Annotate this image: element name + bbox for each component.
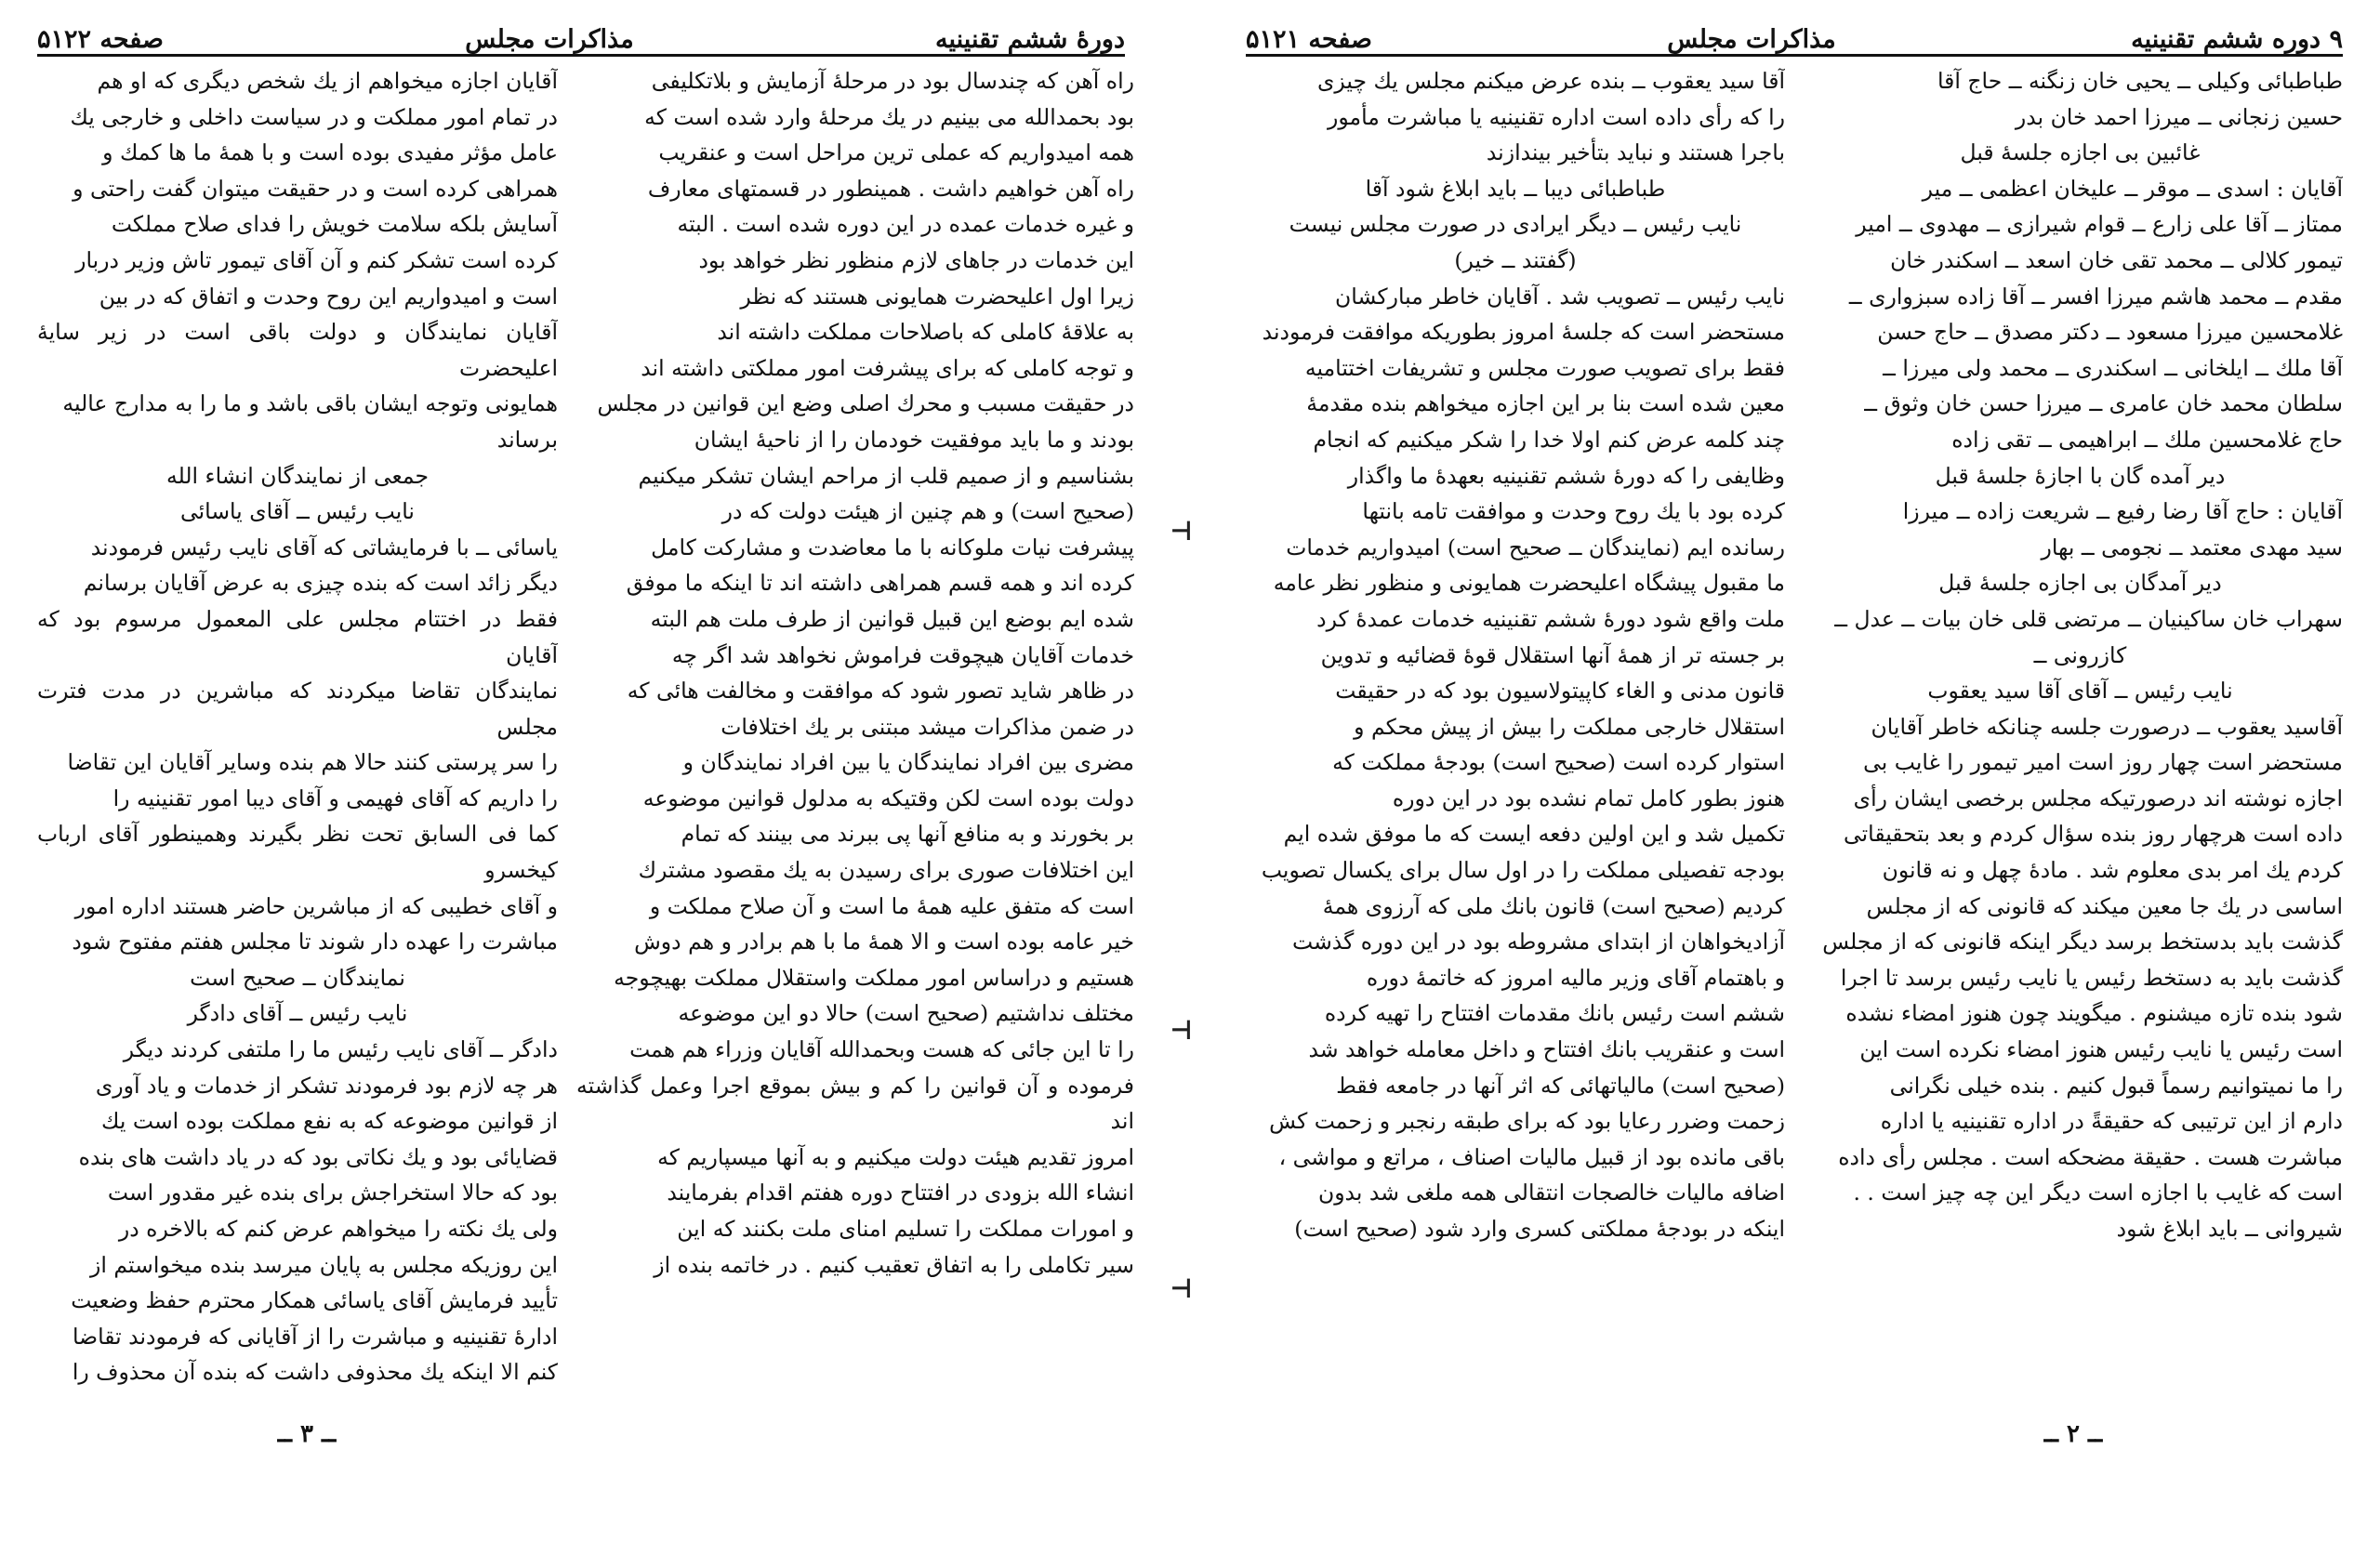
text-line: همه امیدواریم که عملی ترین مراحل است و عنقریب <box>658 139 1134 166</box>
text-line: هستیم و دراساس امور مملکت واستقلال مملکت بهیچوجه <box>614 964 1134 991</box>
text-line: شده ایم بوضع این قبیل قوانین از طرف ملت هم البته <box>650 605 1134 632</box>
text-line: است و عنقریب بانك افتتاح و داخل معامله خواهد شد <box>1308 1036 1785 1063</box>
text-line: نمایندگان تقاضا میکردند که مباشرین در مدت فترت مجلس <box>37 678 558 740</box>
right-page-column-right <box>1818 63 2343 1439</box>
right-page-number: صفحه ۵۱۲۱ <box>1246 25 1372 54</box>
text-line: را داریم که آقای فهیمی و آقای دیبا امور تقنینیه را <box>112 784 558 811</box>
text-line: در حقیقت مسبب و محرك اصلی وضع این قوانین در مجلس <box>597 390 1134 417</box>
text-line: (صحیح است) و هم چنین از هیئت دولت که در <box>721 498 1134 525</box>
text-line: فقط در اختتام مجلس علی المعمول مرسوم بود که آقایان <box>37 605 558 668</box>
text-line: را تا این جائی که هست وبحمدالله آقایان وزراء هم همت <box>629 1036 1134 1063</box>
left-page <box>0 0 1162 1555</box>
text-line: استوار کرده است (صحیح است) بودجهٔ مملکت که <box>1332 749 1785 776</box>
text-line: عامل مؤثر مفیدی بوده است و با همهٔ ما ها کمك و <box>102 139 558 166</box>
text-line: مباشرت را عهده دار شوند تا مجلس هفتم مفتوح شود <box>72 929 558 955</box>
text-line: رسانده ایم (نمایندگان ــ صحیح است) امیدواریم خدمات <box>1286 534 1785 560</box>
text-line: غلامحسین میرزا مسعود ــ دکتر مصدق ــ حاج حسن <box>1877 319 2343 346</box>
left-page-title: مذاکرات مجلس <box>465 25 634 54</box>
text-line: دولت بوده است لکن وقتیکه به مدلول قوانین موضوعه <box>642 784 1134 811</box>
left-page-footer: ــ ۳ ــ <box>277 1420 337 1448</box>
text-line: کرده است تشکر کنم و آن آقای تیمور تاش وزیر دربار <box>75 246 558 273</box>
text-line: ولی یك نکته را میخواهم عرض کنم که بالاخره در <box>118 1216 558 1242</box>
text-line: بودند و ما باید موفقیت خودمان را از ناحیهٔ ایشان <box>694 426 1134 453</box>
text-line: سلطان محمد خان عامری ــ میرزا حسن خان وثوق ــ <box>1864 390 2343 417</box>
text-line: ششم است رئیس بانك مقدمات افتتاح را تهیه کرده <box>1324 1000 1785 1027</box>
text-line: کرده اند و همه قسم همراهی داشته اند تا اینکه ما موفق <box>626 570 1134 597</box>
text-line: گذشت باید به دستخط رئیس یا نایب رئیس برسد تا اجرا <box>1840 964 2343 991</box>
text-line: اساسی در یك جا معین میکند که قانونی که از مجلس <box>1866 892 2343 919</box>
text-line: ما مقبول پیشگاه اعلیحضرت همایونی و منظور نظر عامه <box>1273 570 1785 597</box>
text-line: در تمام امور مملکت و در سیاست داخلی و خارجی یك <box>70 103 558 130</box>
text-line: تکمیل شد و این اولین دفعه ایست که ما موفق شده ایم <box>1283 821 1785 848</box>
text-line: قضایائی بود و یك نکاتی بود که در یاد داشت های بنده <box>78 1143 558 1170</box>
text-line: است که متفق علیه همهٔ ما است و آن صلاح مملکت و <box>649 892 1134 919</box>
text-line: بود بحمدالله می بینیم در یك مرحلهٔ وارد شده است که <box>644 103 1134 130</box>
text-line: اضافه مالیات خالصجات انتقالی همه ملغی شد بدون <box>1317 1179 1785 1206</box>
text-line: فقط برای تصویب صورت مجلس و تشریفات اختتامیه <box>1304 354 1785 381</box>
text-line: آقاسید یعقوب ــ درصورت جلسه چنانکه خاطر آقایان <box>1871 713 2343 740</box>
left-page-session: دورهٔ ششم تقنینیه <box>935 25 1125 54</box>
text-line: دادگر ــ آقای نایب رئیس ما را ملتفی کردند دیگر <box>123 1036 558 1063</box>
text-line: مستحضر است چهار روز است امیر تیمور را غایب بی <box>1863 749 2343 776</box>
text-line: را که رأی داده است اداره تقنینیه یا مباشرت مأمور <box>1328 103 1785 130</box>
text-line: بود که حالا استخراجش برای بنده غیر مقدور است <box>107 1179 558 1206</box>
speaker-heading: دیر آمده گان با اجازهٔ جلسهٔ قبل <box>1935 462 2226 489</box>
text-line: راه آهن خواهیم داشت . همینطور در قسمتهای معارف <box>647 175 1134 202</box>
text-line: به علاقهٔ کاملی که باصلاحات مملکت داشته اند <box>717 319 1134 346</box>
text-line: یاسائی ــ با فرمایشاتی که آقای نایب رئیس فرمودند <box>90 534 558 560</box>
text-line: فرموده و آن قوانین را کم و بیش بموقع اجرا وعمل گذاشته اند <box>576 1072 1134 1135</box>
text-line: این اختلافات صوری برای رسیدن به یك مقصود مشترك <box>638 857 1134 884</box>
text-line: اجازه نوشته اند درصورتیکه مجلس برخصی ایشان رأی <box>1853 784 2343 811</box>
right-page-title: مذاکرات مجلس <box>1667 25 1836 54</box>
left-page-column-left <box>37 63 558 1439</box>
text-line: بر جسته تر از همهٔ آنها استقلال قوهٔ قضائیه و تدوین <box>1320 641 1785 668</box>
speaker-heading: طباطبائی دیبا ــ باید ابلاغ شود آقا <box>1365 175 1666 202</box>
right-page <box>1209 0 2380 1555</box>
text-line: است و امیدواریم این روح وحدت و اتفاق که در بین <box>99 283 558 310</box>
left-page-column-right <box>576 63 1134 1439</box>
gutter-mark: ⊣ <box>1170 1015 1193 1046</box>
right-page-header <box>1246 13 2343 57</box>
text-line: آقا سید یعقوب ــ بنده عرض میکنم مجلس یك چیزی <box>1317 68 1785 94</box>
speaker-heading: دیر آمدگان بی اجازه جلسهٔ قبل <box>1938 570 2222 597</box>
text-line: حاج غلامحسین ملك ــ ابراهیمی ــ تقی زاده <box>1951 426 2343 453</box>
text-line: این روزیکه مجلس به پایان میرسد بنده میخواستم از <box>90 1251 558 1278</box>
text-line: تیمور کلالی ــ محمد تقی خان اسعد ــ اسکندر خان <box>1890 246 2343 273</box>
text-line: مقدم ــ محمد هاشم میرزا افسر ــ آقا زاده سبزواری ــ <box>1848 283 2343 310</box>
text-line: آقایان نمایندگان و دولت باقی است در زیر سایهٔ اعلیحضرت <box>37 319 558 381</box>
speaker-heading: (گفتند ــ خیر) <box>1454 246 1577 273</box>
text-line: انشاء الله بزودی در افتتاح دوره هفتم اقدام بفرمایند <box>667 1179 1134 1206</box>
speaker-heading: نایب رئیس ــ آقای یاسائی <box>180 498 415 525</box>
text-line: زحمت وضرر رعایا بود که برای طبقه رنجبر و زحمت کش <box>1269 1108 1785 1135</box>
text-line: راه آهن که چندسال بود در مرحلهٔ آزمایش و بلاتکلیفی <box>651 68 1134 94</box>
text-line: استقلال خارجی مملکت را بیش از پیش محکم و <box>1354 713 1785 740</box>
text-line: بر بخورند و به منافع آنها پی ببرند می بینند که تمام <box>681 821 1134 848</box>
text-line: مضری بین افراد نمایندگان یا بین افراد نمایندگان و <box>682 749 1134 776</box>
speaker-heading: کازرونی ــ <box>2033 641 2127 668</box>
left-page-number: صفحه ۵۱۲۲ <box>37 25 164 54</box>
text-line: است رئیس یا نایب رئیس هنوز امضاء نکرده است این <box>1859 1036 2343 1063</box>
text-line: قانون مدنی و الغاء کاپیتولاسیون بود که در حقیقت <box>1335 678 1785 705</box>
text-line: مباشرت هست . حقیقة مضحکه است . مجلس رأی داده <box>1838 1143 2343 1170</box>
text-line: خدمات آقایان هیچوقت فراموش نخواهد شد اگر چه <box>671 641 1134 668</box>
text-line: کنم الا اینکه یك محذوفی داشت که بنده آن محذوف را <box>72 1359 558 1386</box>
text-line: شیروانی ــ باید ابلاغ شود <box>2116 1216 2343 1242</box>
text-line: ادارهٔ تقنینیه و مباشرت را از آقایانی که فرمودند تقاضا <box>72 1323 558 1350</box>
speaker-heading: جمعی از نمایندگان انشاء الله <box>166 462 429 489</box>
text-line: دیگر زائد است که بنده چیزی به عرض آقایان برسانم <box>83 570 558 597</box>
text-line: (صحیح است) مالیاتهائی که اثر آنها در جامعه فقط <box>1336 1072 1785 1099</box>
right-page-column-left <box>1246 63 1785 1439</box>
text-line: همایونی وتوجه ایشان باقی باشد و ما را به مدارج عالیه <box>62 390 558 417</box>
text-line: برساند <box>496 426 558 453</box>
text-line: در ضمن مذاکرات میشد مبتنی بر یك اختلافات <box>721 713 1134 740</box>
text-line: کما فی السابق تحت نظر بگیرند وهمینطور آقای ارباب کیخسرو <box>37 821 558 884</box>
text-line: چند کلمه عرض کنم اولا خدا را شکر میکنیم که انجام <box>1313 426 1785 453</box>
right-page-footer: ــ ۲ ــ <box>2043 1420 2103 1448</box>
text-line: سیر تکاملی را به اتفاق تعقیب کنیم . در خاتمه بنده از <box>654 1251 1134 1278</box>
text-line: بشناسیم و از صمیم قلب از مراحم ایشان تشکر میکنیم <box>638 462 1134 489</box>
text-line: آقایان : اسدی ــ موقر ــ علیخان اعظمی ــ میر <box>1922 175 2343 202</box>
speaker-heading: نایب رئیس ــ دیگر ایرادی در صورت مجلس نیست <box>1289 211 1742 238</box>
text-line: آقا ملك ــ ایلخانی ــ اسکندری ــ محمد ولی میرزا ــ <box>1883 354 2343 381</box>
right-page-session: ٩ دوره ششم تقنینیه <box>2131 25 2343 54</box>
text-line: همراهی کرده است و در حقیقت میتوان گفت راحتی و <box>73 175 558 202</box>
text-line: است که غایب با اجازه است دیگر این چه چیز است . . <box>1853 1179 2343 1206</box>
text-line: کردیم (صحیح است) قانون بانك ملی که آرزوی همهٔ <box>1322 892 1785 919</box>
text-line: و امورات مملکت را تسلیم امنای ملت بکنند که این <box>677 1216 1134 1242</box>
text-line: کرده بود با یك روح وحدت و موافقت تامه بانتها <box>1362 498 1785 525</box>
text-line: ملت واقع شود دورهٔ ششم تقنینیه خدمات عمدهٔ کرد <box>1316 605 1785 632</box>
speaker-heading: غائبین بی اجازه جلسهٔ قبل <box>1960 139 2201 166</box>
speaker-heading: نایب رئیس ــ آقای آقا سید یعقوب <box>1927 678 2233 705</box>
text-line: امروز تقدیم هیئت دولت میکنیم و به آنها میسپاریم که <box>657 1143 1134 1170</box>
text-line: دارم از این ترتیبی که حقیقةً در اداره تقنینیه یا اداره <box>1880 1108 2343 1135</box>
text-line: و غیره خدمات عمده در این دوره شده است . البته <box>677 211 1134 238</box>
text-line: را سر پرستی کنند حالا هم بنده وسایر آقایان این تقاضا <box>67 749 558 776</box>
text-line: و توجه کاملی که برای پیشرفت امور مملکتی داشته اند <box>641 354 1134 381</box>
text-line: مستحضر است که جلسهٔ امروز بطوریکه موافقت فرمودند <box>1262 319 1785 346</box>
text-line: تأیید فرمایش آقای یاسائی همکار محترم حفظ وضعیت <box>71 1287 558 1314</box>
text-line: نایب رئیس ــ تصویب شد . آقایان خاطر مبارکشان <box>1335 283 1785 310</box>
text-line: خیر عامه بوده است و الا همهٔ ما با هم برادر و هم دوش <box>634 929 1134 955</box>
text-line: از قوانین موضوعه که به نفع مملکت بوده است یك <box>101 1108 558 1135</box>
text-line: داده است هرچهار روز بنده سؤال کردم و بعد بتحقیقاتی <box>1844 821 2343 848</box>
gutter-mark: ⊣ <box>1170 1273 1193 1304</box>
text-line: اینکه در بودجهٔ مملکتی کسری وارد شود (صحیح است) <box>1294 1216 1785 1242</box>
gutter-mark: ⊣ <box>1170 516 1193 547</box>
text-line: گذشت باید بدستخط برسد دیگر اینکه قانونی که از مجلس <box>1822 929 2343 955</box>
text-line: مختلف نداشتیم (صحیح است) حالا دو این موضوعه <box>678 1000 1134 1027</box>
speaker-heading: نایب رئیس ــ آقای دادگر <box>187 1000 408 1027</box>
text-line: معین شده است بنا بر این اجازه میخواهم بنده مقدمهٔ <box>1306 390 1785 417</box>
text-line: و آقای خطیبی که از مباشرین حاضر هستند اداره امور <box>74 892 558 919</box>
left-page-header <box>37 13 1125 57</box>
text-line: کردم یك امر بدی معلوم شد . مادهٔ چهل و نه قانون <box>1882 857 2343 884</box>
text-line: سهراب خان ساکینیان ــ مرتضی قلی خان بیات ــ عدل ــ <box>1834 605 2343 632</box>
text-line: حسین زنجانی ــ میرزا احمد خان بدر <box>2015 103 2343 130</box>
text-line: آسایش بلکه سلامت خویش را فدای صلاح مملکت <box>111 211 558 238</box>
text-line: آقایان اجازه میخواهم از یك شخص دیگری که او هم <box>97 68 558 94</box>
text-line: زیرا اول اعلیحضرت همایونی هستند که نظر <box>740 283 1134 310</box>
speaker-heading: نمایندگان ــ صحیح است <box>190 964 405 991</box>
text-line: ممتاز ــ آقا علی زارع ــ قوام شیرازی ــ مهدوی ــ امیر <box>1856 211 2343 238</box>
text-line: طباطبائی وکیلی ــ یحیی خان زنگنه ــ حاج آقا <box>1937 68 2343 94</box>
text-line: آقایان : حاج آقا رضا رفیع ــ شریعت زاده ــ میرزا <box>1902 498 2343 525</box>
text-line: شود بنده تازه میشنوم . میگویند چون هنوز امضاء نشده <box>1845 1000 2343 1027</box>
text-line: پیشرفت نیات ملوکانه با ما معاضدت و مشارکت کامل <box>651 534 1134 560</box>
text-line: هنوز بطور کامل تمام نشده بود در این دوره <box>1392 784 1785 811</box>
text-line: آزادیخواهان از ابتدای مشروطه بود در این دوره گذشت <box>1292 929 1785 955</box>
text-line: بودجه تفصیلی مملکت را در اول سال برای یکسال تصویب <box>1261 857 1785 884</box>
text-line: هر چه لازم بود فرمودند تشکر از خدمات و یاد آوری <box>95 1072 558 1099</box>
text-line: و باهتمام آقای وزیر مالیه امروز که خاتمهٔ دوره <box>1366 964 1785 991</box>
text-line: را ما نمیتوانیم رسماً قبول کنیم . بنده خیلی نگرانی <box>1889 1072 2343 1099</box>
text-line: در ظاهر شاید تصور شود که موافقت و مخالفت هائی که <box>627 678 1134 705</box>
text-line: باجرا هستند و نباید بتأخیر بیندازند <box>1486 139 1785 166</box>
text-line: سید مهدی معتمد ــ نجومی ــ بهار <box>2041 534 2343 560</box>
text-line: وظایفی را که دورهٔ ششم تقنینیه بعهدهٔ ما واگذار <box>1347 462 1785 489</box>
text-line: باقی مانده بود از قبیل مالیات اصناف ، مراتع و مواشی ، <box>1278 1143 1785 1170</box>
text-line: این خدمات در جاهای لازم منظور نظر خواهد بود <box>698 246 1134 273</box>
